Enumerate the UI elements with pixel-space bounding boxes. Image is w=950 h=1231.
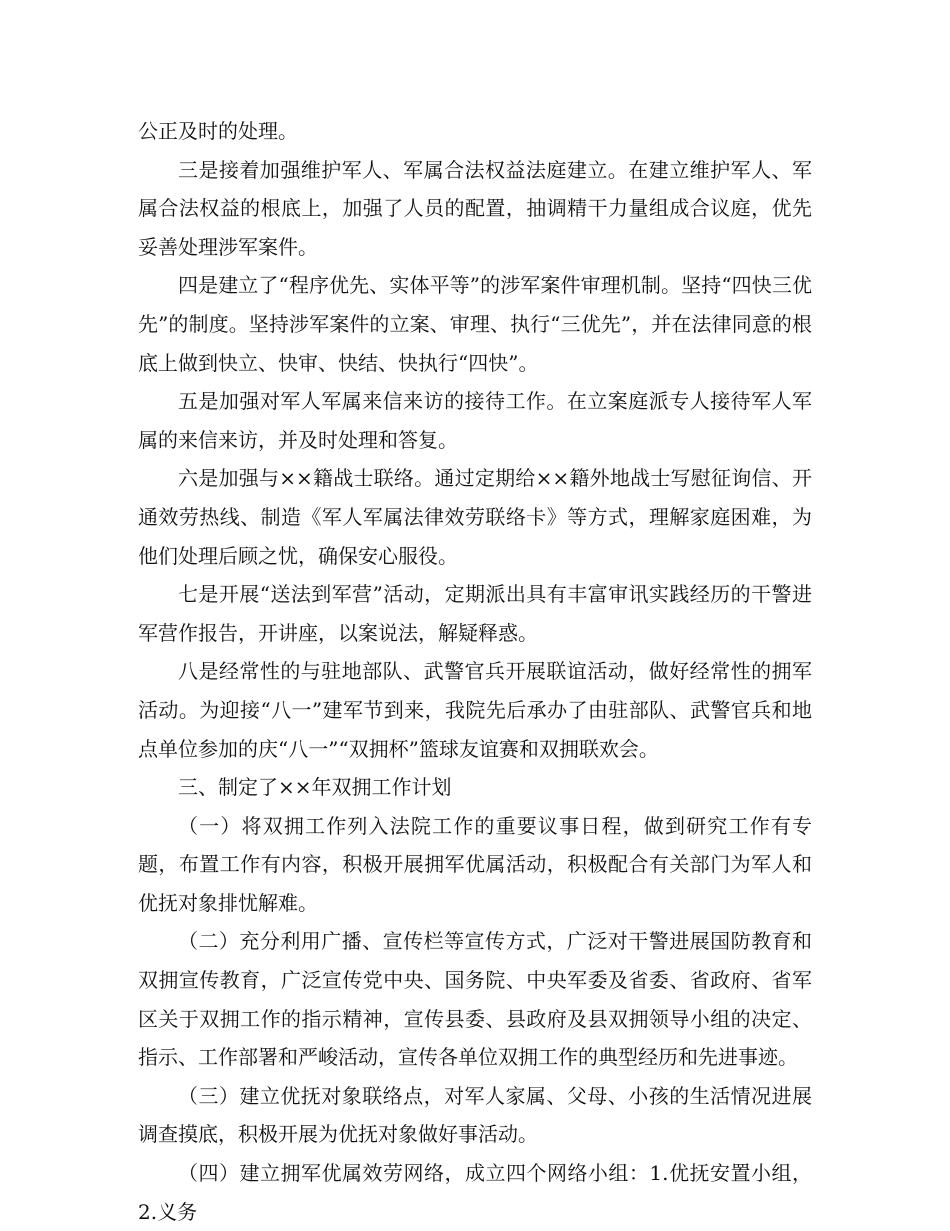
paragraph-plan-item-1: （一）将双拥工作列入法院工作的重要议事日程，做到研究工作有专题，布置工作有内容，积极开展拥军优属活动，积极配合有关部门为军人和优抚对象排忧解难。 [138,813,812,915]
paragraph-military-court: 三是接着加强维护军人、军属合法权益法庭建立。在建立维护军人、军属合法权益的根底上，加强了人员的配置，抽调精干力量组成合议庭，优先妥善处理涉军案件。 [138,157,812,259]
paragraph-plan-item-4: （四）建立拥军优属效劳网络，成立四个网络小组：1.优抚安置小组，2.义务 [138,1161,812,1224]
paragraph-trial-mechanism: 四是建立了“程序优先、实体平等”的涉军案件审理机制。坚持“四快三优先”的制度。坚持涉军案件的立案、审理、执行“三优先”，并在法律同意的根底上做到快立、快审、快结、快执行“四快”。 [138,273,812,375]
paragraph-plan-item-3: （三）建立优抚对象联络点，对军人家属、父母、小孩的生活情况进展调查摸底，积极开展为优抚对象做好事活动。 [138,1083,812,1147]
section-heading-plan: 三、制定了××年双拥工作计划 [178,775,452,800]
document-page [138,112,812,1231]
paragraph-plan-item-2: （二）充分利用广播、宣传栏等宣传方式，广泛对干警进展国防教育和双拥宣传教育，广泛宣传党中央、国务院、中央军委及省委、省政府、省军区关于双拥工作的指示精神，宣传县委、县政府及县双拥领导小组的决定、指示、工作部署和严峻活动，宣传各单位双拥工作的典型经历和先进事迹。 [138,929,812,1070]
paragraph-letters-visits: 五是加强对军人军属来信来访的接待工作。在立案庭派专人接待军人军属的来信来访，并及时处理和答复。 [138,389,812,452]
paragraph-friendship-activities: 八是经常性的与驻地部队、武警官兵开展联谊活动，做好经常性的拥军活动。为迎接“八一”建军节到来，我院先后承办了由驻部队、武警官兵和地点单位参加的庆“八一”“双拥杯”篮球友谊赛和双拥联欢会。 [138,659,812,761]
paragraph-law-to-barracks: 七是开展“送法到军营”活动，定期派出具有丰富审讯实践经历的干警进军营作报告，开讲座，以案说法，解疑释惑。 [138,582,812,645]
paragraph-soldier-liaison: 六是加强与××籍战士联络。通过定期给××籍外地战士写慰征询信、开通效劳热线、制造《军人军属法律效劳联络卡》等方式，理解家庭困难，为他们处理后顾之忧，确保安心服役。 [138,466,812,568]
paragraph-continuation: 公正及时的处理。 [138,119,298,143]
